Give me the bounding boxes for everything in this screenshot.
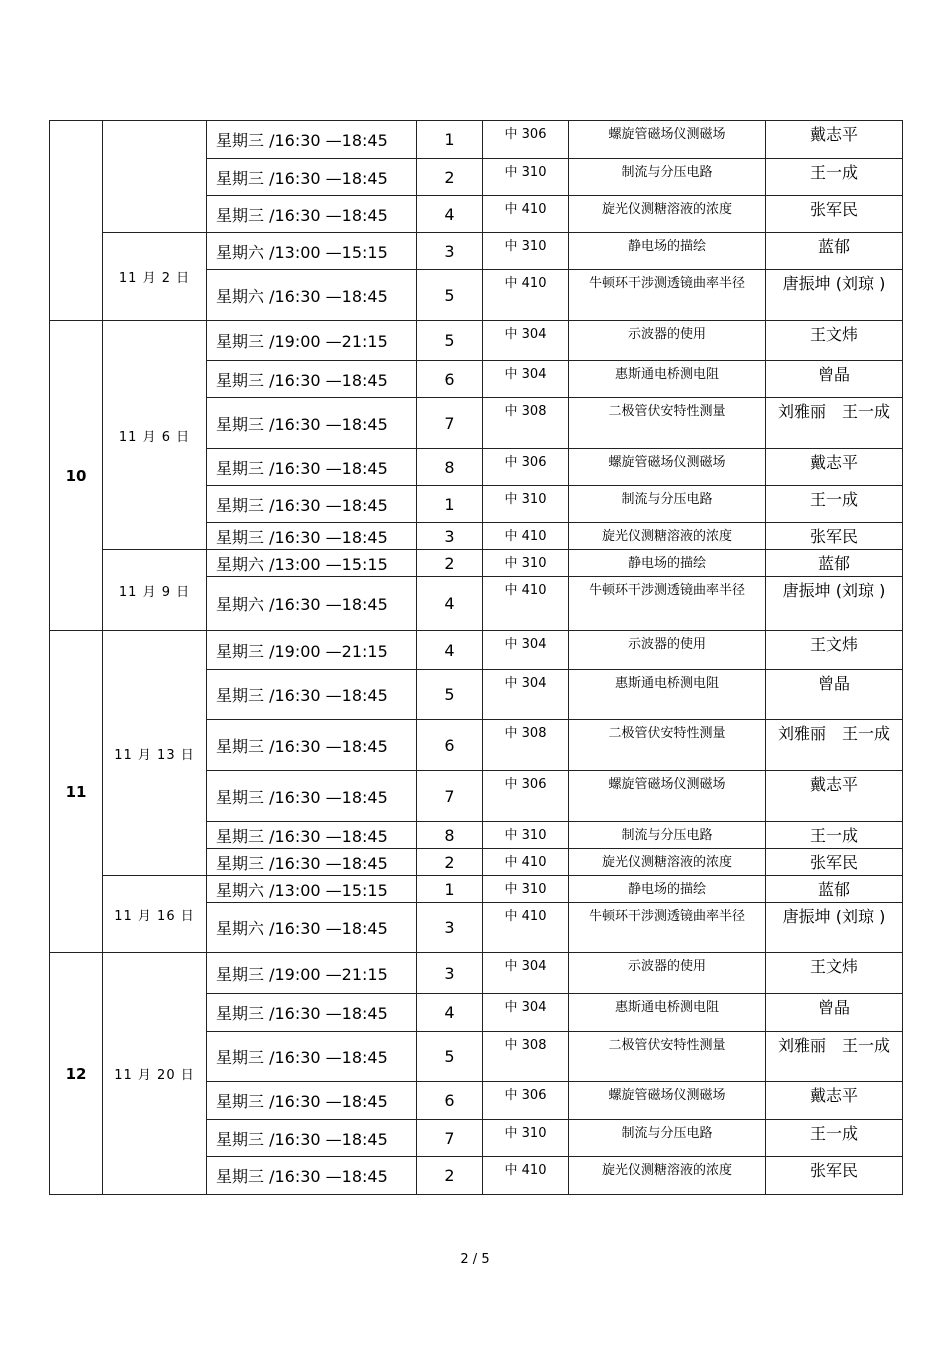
date-cell: 11 月 20 日 [103,953,207,1195]
group-cell: 1 [417,486,483,523]
room-cell: 中 310 [483,486,569,523]
group-cell: 2 [417,849,483,876]
experiment-cell: 示波器的使用 [569,631,766,670]
time-cell: 星期三 /16:30 —18:45 [207,449,417,486]
group-cell: 6 [417,361,483,398]
room-cell: 中 410 [483,849,569,876]
time-cell: 星期六 /16:30 —18:45 [207,903,417,953]
teacher-cell: 王文炜 [766,321,903,361]
week-cell [50,121,103,321]
time-cell: 星期三 /16:30 —18:45 [207,1032,417,1082]
time-cell: 星期三 /19:00 —21:15 [207,631,417,670]
time-cell: 星期三 /16:30 —18:45 [207,523,417,550]
experiment-cell: 牛顿环干涉测透镜曲率半径 [569,270,766,321]
group-cell: 2 [417,550,483,577]
experiment-cell: 牛顿环干涉测透镜曲率半径 [569,577,766,631]
teacher-cell: 蓝郁 [766,233,903,270]
experiment-cell: 示波器的使用 [569,321,766,361]
room-cell: 中 304 [483,670,569,720]
experiment-cell: 二极管伏安特性测量 [569,398,766,449]
table-row [50,876,903,903]
group-cell: 4 [417,631,483,670]
table-row [50,550,903,577]
group-cell: 4 [417,196,483,233]
teacher-cell: 戴志平 [766,449,903,486]
room-cell: 中 310 [483,876,569,903]
experiment-cell: 制流与分压电路 [569,486,766,523]
experiment-cell: 静电场的描绘 [569,233,766,270]
group-cell: 3 [417,903,483,953]
teacher-cell: 张军民 [766,849,903,876]
experiment-cell: 旋光仪测糖溶液的浓度 [569,196,766,233]
group-cell: 1 [417,121,483,159]
group-cell: 2 [417,1157,483,1195]
time-cell: 星期三 /16:30 —18:45 [207,1120,417,1157]
date-cell: 11 月 6 日 [103,321,207,550]
experiment-cell: 静电场的描绘 [569,876,766,903]
week-cell: 11 [50,631,103,953]
date-cell: 11 月 9 日 [103,550,207,631]
room-cell: 中 410 [483,903,569,953]
time-cell: 星期三 /16:30 —18:45 [207,486,417,523]
experiment-cell: 螺旋管磁场仪测磁场 [569,121,766,159]
teacher-cell: 蓝郁 [766,876,903,903]
experiment-cell: 二极管伏安特性测量 [569,720,766,771]
experiment-cell: 制流与分压电路 [569,822,766,849]
schedule-table [49,120,903,1195]
group-cell: 3 [417,523,483,550]
group-cell: 7 [417,1120,483,1157]
teacher-cell: 曾晶 [766,361,903,398]
group-cell: 3 [417,233,483,270]
time-cell: 星期三 /16:30 —18:45 [207,398,417,449]
table-row [50,321,903,361]
group-cell: 7 [417,398,483,449]
date-cell: 11 月 2 日 [103,233,207,321]
time-cell: 星期六 /13:00 —15:15 [207,550,417,577]
room-cell: 中 304 [483,953,569,994]
room-cell: 中 310 [483,233,569,270]
experiment-cell: 牛顿环干涉测透镜曲率半径 [569,903,766,953]
room-cell: 中 308 [483,1032,569,1082]
experiment-cell: 惠斯通电桥测电阻 [569,361,766,398]
teacher-cell: 张军民 [766,523,903,550]
room-cell: 中 306 [483,771,569,822]
room-cell: 中 410 [483,196,569,233]
room-cell: 中 304 [483,361,569,398]
group-cell: 5 [417,1032,483,1082]
experiment-cell: 惠斯通电桥测电阻 [569,670,766,720]
group-cell: 5 [417,670,483,720]
room-cell: 中 410 [483,1157,569,1195]
date-cell [103,121,207,233]
teacher-cell: 王一成 [766,1120,903,1157]
table-row [50,631,903,670]
date-cell: 11 月 16 日 [103,876,207,953]
time-cell: 星期三 /19:00 —21:15 [207,953,417,994]
room-cell: 中 310 [483,550,569,577]
room-cell: 中 304 [483,321,569,361]
experiment-cell: 制流与分压电路 [569,159,766,196]
experiment-cell: 惠斯通电桥测电阻 [569,994,766,1032]
experiment-cell: 旋光仪测糖溶液的浓度 [569,523,766,550]
group-cell: 8 [417,822,483,849]
room-cell: 中 410 [483,577,569,631]
page-number: 2 / 5 [460,1252,490,1267]
time-cell: 星期三 /16:30 —18:45 [207,361,417,398]
time-cell: 星期三 /16:30 —18:45 [207,670,417,720]
table-row [50,233,903,270]
experiment-cell: 静电场的描绘 [569,550,766,577]
teacher-cell: 曾晶 [766,670,903,720]
group-cell: 1 [417,876,483,903]
room-cell: 中 306 [483,1082,569,1120]
teacher-cell: 唐振坤 (刘琼 ) [766,577,903,631]
time-cell: 星期三 /16:30 —18:45 [207,1082,417,1120]
teacher-cell: 张军民 [766,1157,903,1195]
teacher-cell: 张军民 [766,196,903,233]
time-cell: 星期六 /13:00 —15:15 [207,233,417,270]
group-cell: 6 [417,1082,483,1120]
teacher-cell: 刘雅丽 王一成 [766,398,903,449]
group-cell: 8 [417,449,483,486]
room-cell: 中 306 [483,449,569,486]
experiment-cell: 制流与分压电路 [569,1120,766,1157]
time-cell: 星期三 /16:30 —18:45 [207,121,417,159]
room-cell: 中 310 [483,1120,569,1157]
time-cell: 星期三 /19:00 —21:15 [207,321,417,361]
group-cell: 7 [417,771,483,822]
group-cell: 4 [417,994,483,1032]
room-cell: 中 304 [483,994,569,1032]
teacher-cell: 唐振坤 (刘琼 ) [766,270,903,321]
room-cell: 中 410 [483,270,569,321]
time-cell: 星期三 /16:30 —18:45 [207,771,417,822]
group-cell: 5 [417,270,483,321]
experiment-cell: 旋光仪测糖溶液的浓度 [569,849,766,876]
teacher-cell: 王文炜 [766,631,903,670]
week-cell: 10 [50,321,103,631]
room-cell: 中 310 [483,159,569,196]
time-cell: 星期六 /16:30 —18:45 [207,577,417,631]
experiment-cell: 旋光仪测糖溶液的浓度 [569,1157,766,1195]
group-cell: 5 [417,321,483,361]
table-row [50,953,903,994]
teacher-cell: 蓝郁 [766,550,903,577]
experiment-cell: 螺旋管磁场仪测磁场 [569,449,766,486]
room-cell: 中 304 [483,631,569,670]
room-cell: 中 306 [483,121,569,159]
teacher-cell: 曾晶 [766,994,903,1032]
teacher-cell: 王一成 [766,822,903,849]
time-cell: 星期三 /16:30 —18:45 [207,994,417,1032]
teacher-cell: 刘雅丽 王一成 [766,1032,903,1082]
week-cell: 12 [50,953,103,1195]
time-cell: 星期六 /16:30 —18:45 [207,270,417,321]
teacher-cell: 戴志平 [766,121,903,159]
group-cell: 3 [417,953,483,994]
group-cell: 6 [417,720,483,771]
time-cell: 星期三 /16:30 —18:45 [207,159,417,196]
room-cell: 中 410 [483,523,569,550]
group-cell: 2 [417,159,483,196]
room-cell: 中 308 [483,398,569,449]
time-cell: 星期六 /13:00 —15:15 [207,876,417,903]
teacher-cell: 刘雅丽 王一成 [766,720,903,771]
date-cell: 11 月 13 日 [103,631,207,876]
schedule-body [50,121,903,1195]
teacher-cell: 王一成 [766,159,903,196]
experiment-cell: 示波器的使用 [569,953,766,994]
room-cell: 中 310 [483,822,569,849]
teacher-cell: 唐振坤 (刘琼 ) [766,903,903,953]
teacher-cell: 戴志平 [766,771,903,822]
room-cell: 中 308 [483,720,569,771]
teacher-cell: 王一成 [766,486,903,523]
experiment-cell: 二极管伏安特性测量 [569,1032,766,1082]
teacher-cell: 王文炜 [766,953,903,994]
group-cell: 4 [417,577,483,631]
time-cell: 星期三 /16:30 —18:45 [207,1157,417,1195]
time-cell: 星期三 /16:30 —18:45 [207,720,417,771]
time-cell: 星期三 /16:30 —18:45 [207,196,417,233]
experiment-cell: 螺旋管磁场仪测磁场 [569,771,766,822]
table-row [50,121,903,159]
time-cell: 星期三 /16:30 —18:45 [207,849,417,876]
time-cell: 星期三 /16:30 —18:45 [207,822,417,849]
teacher-cell: 戴志平 [766,1082,903,1120]
experiment-cell: 螺旋管磁场仪测磁场 [569,1082,766,1120]
